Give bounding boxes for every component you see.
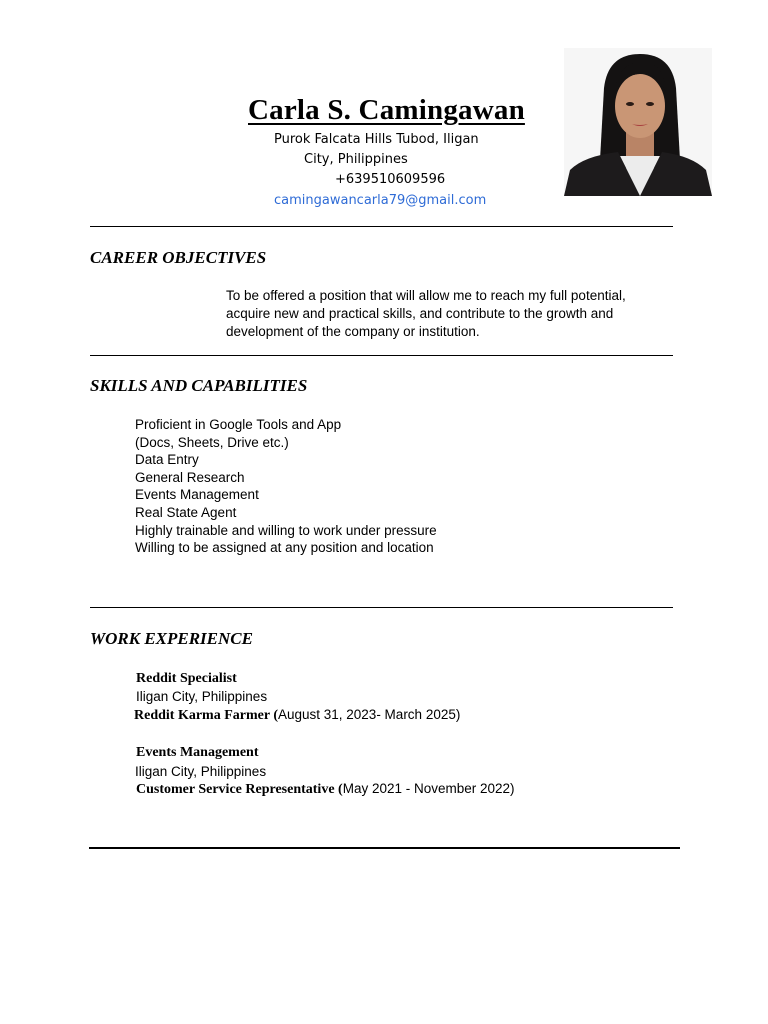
skill-item: Proficient in Google Tools and App [135,417,342,432]
job-1-role [134,707,460,724]
skill-item: General Research [135,469,245,485]
job-2-location: Iligan City, Philippines [135,764,267,779]
objective-line-2: acquire new and practical skills, and contribute to the growth and [226,306,614,321]
profile-photo [564,48,712,196]
job-1-location: Iligan City, Philippines [136,689,268,704]
address-line-1: Purok Falcata Hills Tubod, Iligan [274,132,479,147]
skill-item: Highly trainable and willing to work under pressure [135,522,437,538]
phone-number: +639510609596 [335,172,446,187]
skill-item: (Docs, Sheets, Drive etc.) [135,434,289,450]
career-objectives-title: CAREER OBJECTIVES [90,248,267,267]
job-2-role-name: Customer Service Representative ( [136,782,343,797]
job-2-dates: May 2021 - November 2022) [342,781,515,796]
skills-title: SKILLS AND CAPABILITIES [90,376,308,395]
candidate-name: Carla S. Camingawan [248,94,525,126]
skill-item: Events Management [135,487,259,503]
work-experience-title: WORK EXPERIENCE [90,629,253,648]
skill-item: Data Entry [135,452,199,468]
address-line-2: City, Philippines [304,152,408,167]
job-2-role [136,781,515,798]
objective-line-1: To be offered a position that will allow me to reach my full potential, [226,288,626,303]
email-link[interactable]: camingawancarla79@gmail.com [274,193,487,208]
skill-item: Real State Agent [135,504,237,520]
divider-2 [90,355,673,356]
objective-line-3: development of the company or institution. [226,324,480,339]
job-2-title: Events Management [136,745,259,760]
skill-item: Willing to be assigned at any position and location [135,540,434,556]
divider-3 [90,607,673,608]
skills-list [135,416,437,557]
job-1-role-name: Reddit Karma Farmer ( [134,708,278,723]
divider-1 [90,226,673,227]
divider-4 [89,847,680,849]
job-1-title: Reddit Specialist [136,671,237,686]
job-1-dates: August 31, 2023- March 2025) [277,707,461,722]
career-objectives-text [226,287,666,341]
